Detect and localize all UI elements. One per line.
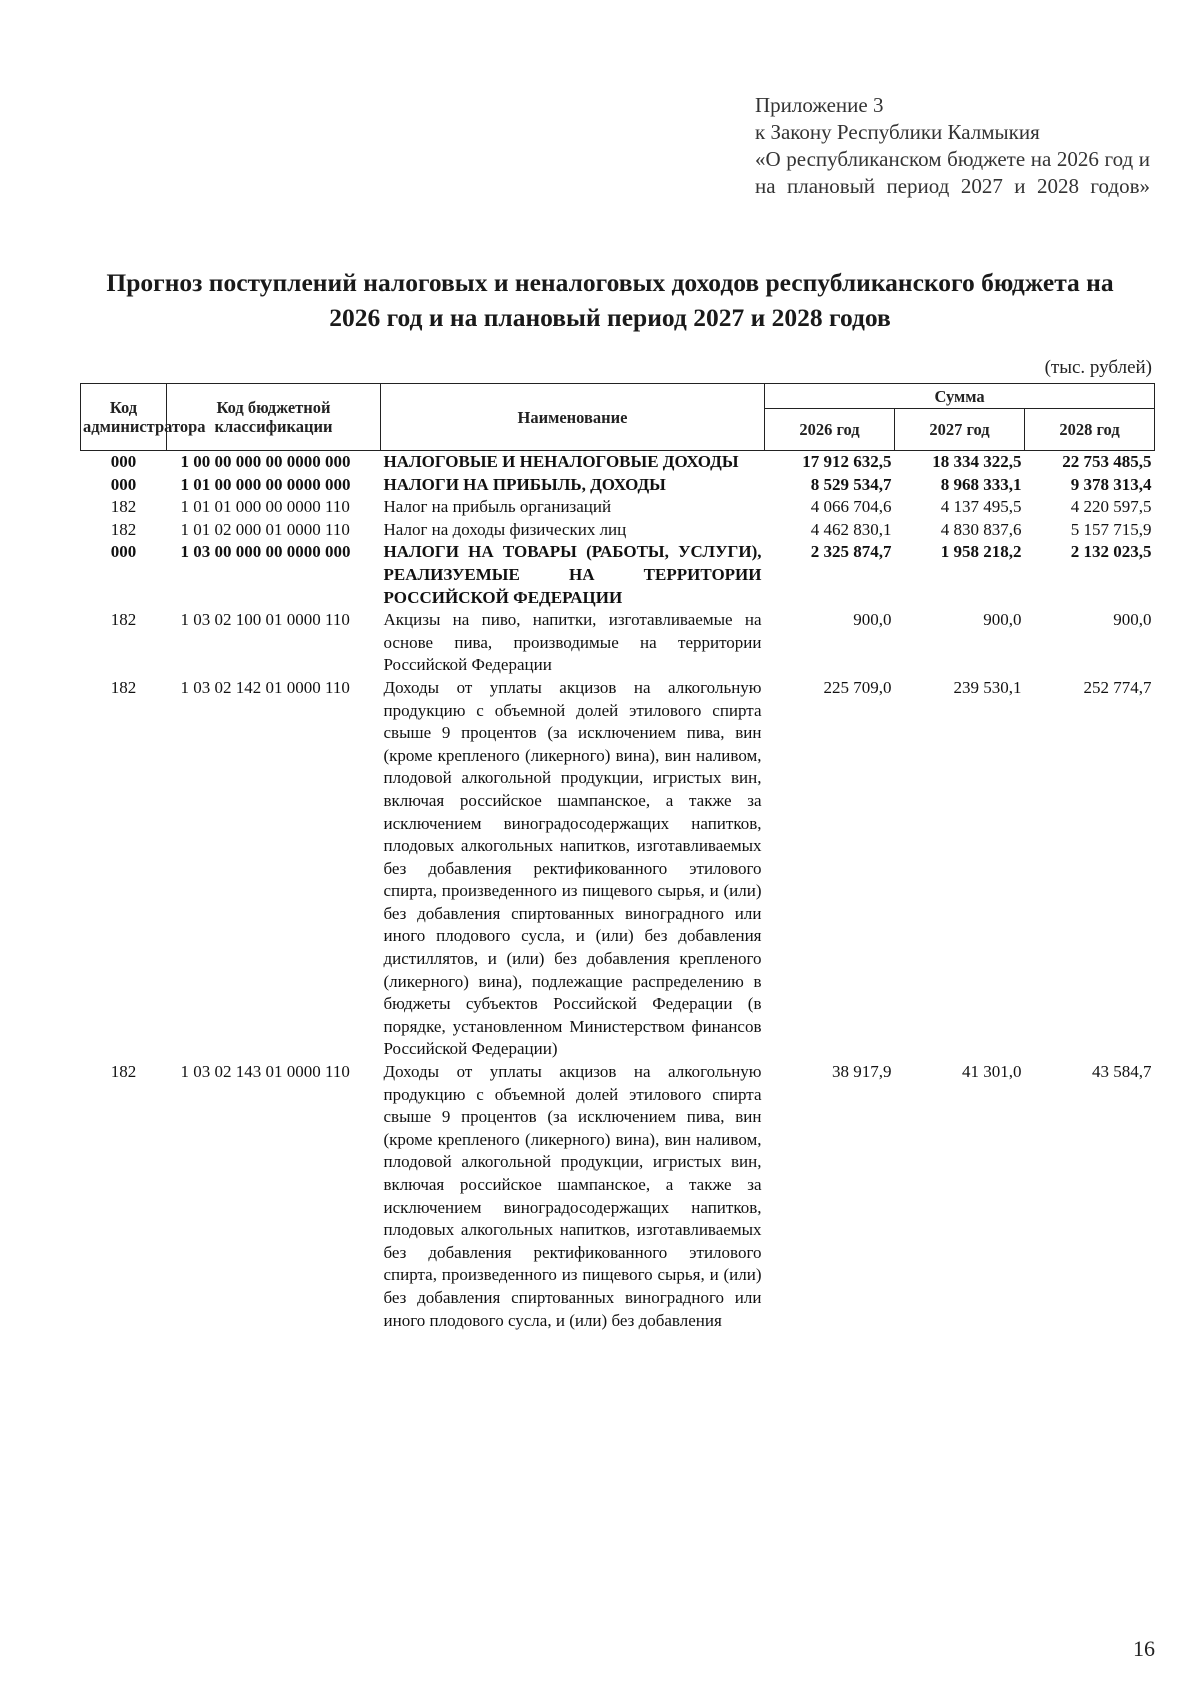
name-cell: Акцизы на пиво, напитки, изготавливаемые на основе пива, производимые на территории Российской Федерации [383, 610, 762, 675]
annex-line-2: к Закону Республики Калмыкия [755, 120, 1040, 144]
amount-2028-cell: 252 774,7 [1083, 677, 1152, 697]
amount-2028-cell: 900,0 [1113, 610, 1152, 630]
amount-2026-cell: 17 912 632,5 [802, 452, 892, 471]
amount-2026-cell: 38 917,9 [832, 1062, 892, 1082]
table-row [81, 451, 1155, 474]
annex-line-3: «О республиканском бюджете на 2026 год и на плановый период 2027 и 2028 годов» [755, 147, 1150, 198]
header-admin-code: Код администратора [81, 384, 167, 451]
amount-2026-cell: 8 529 534,7 [810, 474, 892, 494]
amount-2028-cell: 2 132 023,5 [1070, 542, 1152, 562]
table-row [81, 496, 1155, 519]
amount-2027-cell: 1 958 218,2 [940, 542, 1022, 562]
name-cell: НАЛОГИ НА ПРИБЫЛЬ, ДОХОДЫ [383, 474, 666, 494]
amount-2026-cell: 900,0 [853, 610, 892, 630]
amount-2027-cell: 4 137 495,5 [940, 497, 1022, 517]
budget-code-cell: 1 03 02 100 01 0000 110 [180, 610, 350, 630]
name-cell: Доходы от уплаты акцизов на алкогольную продукцию с объемной долей этилового спирта свыше 9 процентов (за исключением пива, вин (кроме крепленого (ликерного) вина), вин наливом, плодовой алкогольной продукции, игристых вин, включая российское шампанское, а также за исключением виноградосодержащих напитков, плодовых алкогольных напитков, изготавливаемых без добавления ректификованного этилового спирта, произведенного из пищевого сырья, и (или) без добавления спиртованных виноградного или иного плодового сусла, и (или) без добавления дистиллятов, и (или) без добавления крепленого (ликерного) вина), подлежащие распределению в бюджеты субъектов Российской Федерации (в порядке, установленном Министерством финансов Российской Федерации) [383, 677, 762, 1059]
admin-code-cell: 000 [110, 474, 137, 494]
name-cell: Налог на доходы физических лиц [383, 519, 627, 539]
table-row [81, 677, 1155, 1061]
amount-2026-cell: 2 325 874,7 [810, 542, 892, 562]
amount-2027-cell: 239 530,1 [953, 677, 1022, 697]
table-row [81, 519, 1155, 542]
header-sum: Сумма [765, 384, 1155, 409]
table-header [81, 384, 1155, 451]
annex-line-1: Приложение 3 [755, 93, 884, 117]
amount-2027-cell: 900,0 [983, 610, 1022, 630]
name-cell: НАЛОГИ НА ТОВАРЫ (РАБОТЫ, УСЛУГИ), РЕАЛИЗУЕМЫЕ НА ТЕРРИТОРИИ РОССИЙСКОЙ ФЕДЕРАЦИИ [383, 542, 762, 607]
admin-code-cell: 000 [110, 542, 137, 562]
name-cell: Налог на прибыль организаций [383, 497, 612, 517]
budget-code-cell: 1 00 00 000 00 0000 000 [180, 452, 351, 471]
header-budget-code: Код бюджетной классификации [167, 384, 381, 451]
budget-code-cell: 1 01 01 000 00 0000 110 [180, 497, 350, 517]
header-name: Наименование [381, 384, 765, 451]
admin-code-cell: 182 [110, 497, 137, 517]
amount-2027-cell: 18 334 322,5 [932, 452, 1022, 471]
page-number: 16 [1133, 1636, 1155, 1661]
budget-code-cell: 1 03 02 143 01 0000 110 [180, 1062, 350, 1082]
admin-code-cell: 182 [110, 519, 137, 539]
amount-2026-cell: 225 709,0 [823, 677, 892, 697]
budget-code-cell: 1 03 02 142 01 0000 110 [180, 677, 350, 697]
amount-2026-cell: 4 066 704,6 [810, 497, 892, 517]
name-cell: Доходы от уплаты акцизов на алкогольную продукцию с объемной долей этилового спирта свыше 9 процентов (за исключением пива, вин (кроме крепленого (ликерного) вина), вин наливом, плодовой алкогольной продукции, игристых вин, включая российское шампанское, а также за исключением виноградосодержащих напитков, плодовых алкогольных напитков, изготавливаемых без добавления ректификованного этилового спирта, произведенного из пищевого сырья, и (или) без добавления спиртованных виноградного или иного плодового сусла, и (или) без добавления [383, 1062, 762, 1330]
amount-2027-cell: 41 301,0 [962, 1062, 1022, 1082]
amount-2028-cell: 9 378 313,4 [1070, 474, 1152, 494]
table-body [81, 451, 1155, 1333]
table-row [81, 541, 1155, 609]
amount-2028-cell: 22 753 485,5 [1062, 452, 1152, 471]
budget-code-cell: 1 01 00 000 00 0000 000 [180, 474, 351, 494]
amount-2026-cell: 4 462 830,1 [810, 519, 892, 539]
table-row [81, 474, 1155, 497]
amount-2028-cell: 4 220 597,5 [1070, 497, 1152, 517]
header-year-2027: 2027 год [895, 409, 1025, 451]
budget-code-cell: 1 03 00 000 00 0000 000 [180, 542, 351, 562]
amount-2028-cell: 5 157 715,9 [1070, 519, 1152, 539]
annex-reference [755, 92, 1150, 200]
units-label: (тыс. рублей) [1044, 357, 1152, 378]
header-year-2026: 2026 год [765, 409, 895, 451]
table-row [81, 1061, 1155, 1332]
admin-code-cell: 182 [110, 677, 137, 697]
name-cell: НАЛОГОВЫЕ И НЕНАЛОГОВЫЕ ДОХОДЫ [383, 452, 739, 471]
header-year-2028: 2028 год [1025, 409, 1155, 451]
amount-2027-cell: 4 830 837,6 [940, 519, 1022, 539]
amount-2027-cell: 8 968 333,1 [940, 474, 1022, 494]
document-title: Прогноз поступлений налоговых и неналоговых доходов республиканского бюджета на 2026 год и на плановый период 2027 и 2028 годов [106, 268, 1114, 332]
table-row [81, 609, 1155, 677]
budget-code-cell: 1 01 02 000 01 0000 110 [180, 519, 350, 539]
amount-2028-cell: 43 584,7 [1092, 1062, 1152, 1082]
admin-code-cell: 182 [110, 1062, 137, 1082]
admin-code-cell: 182 [110, 610, 137, 630]
admin-code-cell: 000 [110, 452, 137, 471]
revenue-forecast-table [80, 383, 1155, 1332]
